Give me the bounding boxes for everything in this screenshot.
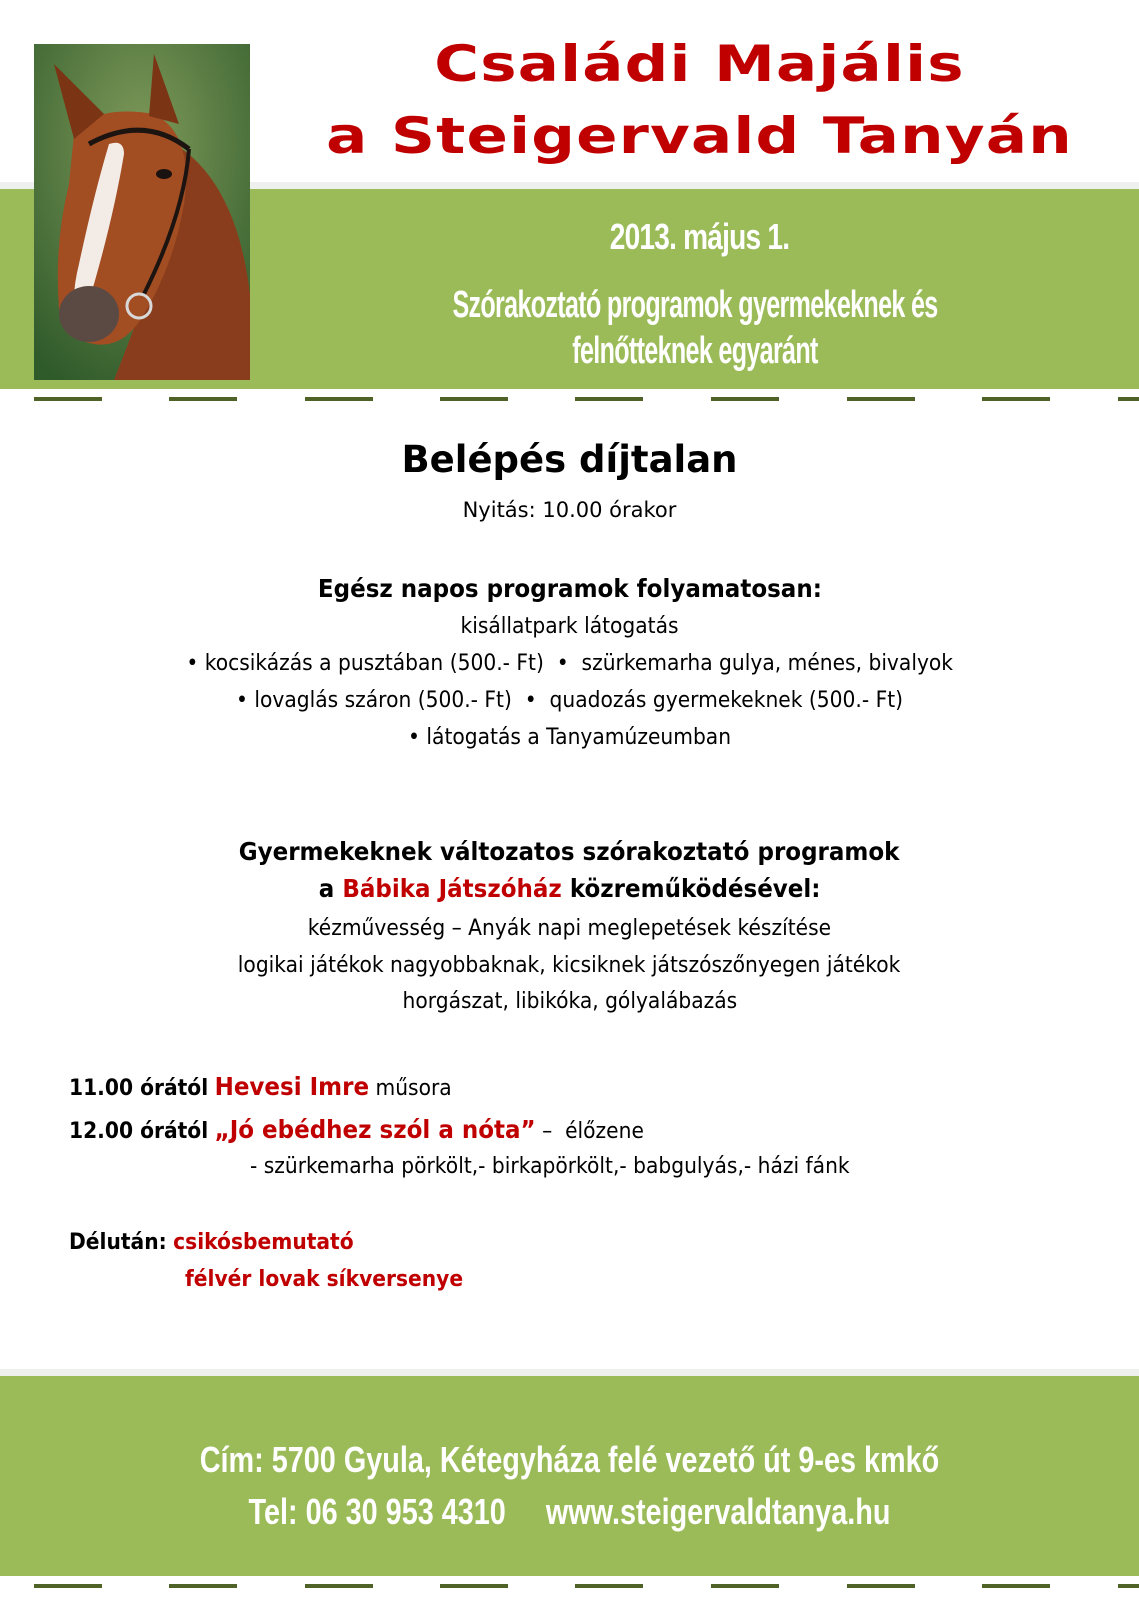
event-title-line1: Családi Majális — [434, 35, 965, 93]
kids-line-1-text: kézművesség – Anyák napi meglepetések készítése — [307, 916, 832, 941]
header-dashed-divider — [0, 397, 1139, 401]
kids-line-1 — [0, 910, 1139, 947]
kids-line-2-text: logikai játékok nagyobbaknak, kicsiknek játszószőnyegen játékok — [238, 953, 901, 978]
all-day-line-1 — [0, 608, 1139, 645]
schedule-performer: „Jó ebédhez szól a nóta” — [214, 1115, 536, 1144]
all-day-line-2-text: • kocsikázás a pusztában (500.- Ft) • szürkemarha gulya, ménes, bivalyok — [186, 651, 953, 676]
kids-line-3 — [0, 983, 1139, 1020]
schedule-description: – élőzene — [535, 1119, 644, 1144]
schedule-performer: Hevesi Imre — [214, 1072, 370, 1101]
all-day-line-4-text: • látogatás a Tanyamúzeumban — [407, 725, 731, 750]
contact-line — [114, 1490, 1025, 1534]
event-tagline: Szórakoztató programok gyermekeknek és felnőtteknek egyaránt — [452, 284, 938, 372]
schedule-description: műsora — [369, 1076, 452, 1101]
footer-dashed-divider — [0, 1584, 1139, 1588]
opening-time: Nyitás: 10.00 órakor — [462, 498, 677, 522]
kids-line-3-text: horgászat, libikóka, gólyalábazás — [402, 989, 737, 1014]
entry-title: Belépés díjtalan — [401, 438, 738, 481]
babika-jatszohaz-highlight: Bábika Játszóház — [342, 874, 562, 903]
address: Cím: 5700 Gyula, Kétegyháza felé vezető út 9-es kmkő — [199, 1439, 940, 1480]
horse-head-icon — [34, 44, 250, 380]
kids-heading-prefix: a — [318, 874, 343, 903]
all-day-line-3 — [0, 682, 1139, 719]
kids-heading-suffix: közreműködésével: — [561, 874, 821, 903]
schedule-item-1 — [69, 1070, 452, 1106]
all-day-heading — [0, 572, 1139, 606]
all-day-line-1-text: kisállatpark látogatás — [460, 614, 679, 639]
schedule-item-2 — [69, 1113, 644, 1149]
event-date: 2013. május 1. — [609, 216, 790, 257]
afternoon-event-1: csikósbemutató — [173, 1230, 354, 1255]
afternoon-item-1 — [69, 1226, 354, 1260]
footer-band-shadow — [0, 1369, 1139, 1376]
all-day-line-3-text: • lovaglás száron (500.- Ft) • quadozás gyermekeknek (500.- Ft) — [235, 688, 904, 713]
horse-photo — [34, 44, 250, 380]
kids-heading-line1-text: Gyermekeknek változatos szórakoztató programok — [239, 837, 900, 866]
all-day-line-2 — [0, 645, 1139, 682]
phone-number: Tel: 06 30 953 4310 — [248, 1491, 506, 1532]
schedule-time: 12.00 órától — [69, 1119, 209, 1144]
all-day-line-4 — [0, 719, 1139, 756]
all-day-heading-text: Egész napos programok folyamatosan: — [317, 574, 822, 603]
kids-heading-line1 — [0, 835, 1139, 869]
kids-line-2 — [0, 947, 1139, 984]
afternoon-event-2: félvér lovak síkversenye — [185, 1267, 464, 1292]
afternoon-label: Délután: — [69, 1230, 167, 1255]
event-title-line2: a Steigervald Tanyán — [326, 107, 1073, 165]
website-link[interactable]: www.steigervaldtanya.hu — [545, 1491, 891, 1532]
menu-line: - szürkemarha pörkölt,- birkapörkölt,- babgulyás,- házi fánk — [250, 1154, 850, 1179]
schedule-time: 11.00 órától — [69, 1076, 209, 1101]
kids-heading-line2 — [0, 872, 1139, 906]
